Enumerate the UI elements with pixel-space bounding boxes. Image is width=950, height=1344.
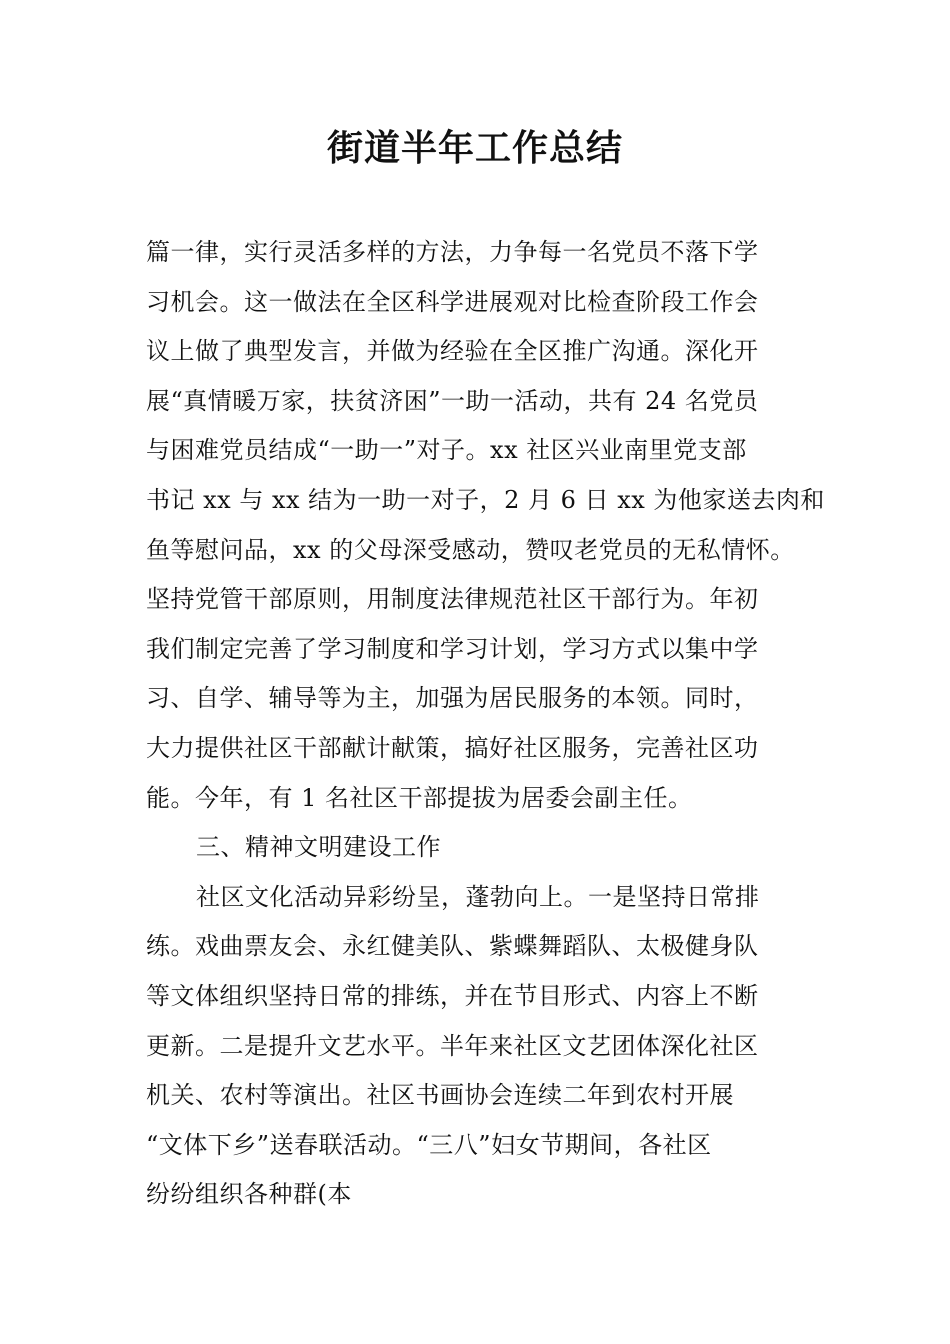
body-line: 我们制定完善了学习制度和学习计划，学习方式以集中学 bbox=[146, 634, 759, 663]
body-line: 社区文化活动异彩纷呈，蓬勃向上。一是坚持日常排 bbox=[196, 882, 760, 911]
body-line: 更新。二是提升文艺水平。半年来社区文艺团体深化社区 bbox=[146, 1031, 759, 1060]
body-line: 纷纷组织各种群(本 bbox=[146, 1180, 352, 1209]
document-body bbox=[146, 228, 825, 1220]
body-line: 与困难党员结成“一助一”对子。xx 社区兴业南里党支部 bbox=[146, 436, 747, 465]
body-line: 能。今年，有 1 名社区干部提拔为居委会副主任。 bbox=[146, 783, 693, 812]
body-line: 篇一律，实行灵活多样的方法，力争每一名党员不落下学 bbox=[146, 238, 759, 266]
body-line: 坚持党管干部原则，用制度法律规范社区干部行为。年初 bbox=[146, 585, 759, 614]
document-title: 街道半年工作总结 bbox=[326, 128, 623, 169]
body-line: 书记 xx 与 xx 结为一助一对子，2 月 6 日 xx 为他家送去肉和 bbox=[146, 485, 825, 514]
section-heading: 三、精神文明建设工作 bbox=[196, 833, 441, 862]
body-line: 机关、农村等演出。社区书画协会连续二年到农村开展 bbox=[146, 1081, 734, 1110]
body-line: 等文体组织坚持日常的排练，并在节目形式、内容上不断 bbox=[146, 981, 759, 1010]
body-line: 习、自学、辅导等为主，加强为居民服务的本领。同时， bbox=[146, 684, 759, 713]
body-line: 展“真情暖万家，扶贫济困”一助一活动，共有 24 名党员 bbox=[146, 386, 759, 415]
body-line: “文体下乡”送春联活动。“三八”妇女节期间，各社区 bbox=[146, 1130, 712, 1159]
body-line: 习机会。这一做法在全区科学进展观对比检查阶段工作会 bbox=[146, 287, 759, 316]
body-line: 鱼等慰问品，xx 的父母深受感动，赞叹老党员的无私情怀。 bbox=[146, 535, 795, 564]
body-line: 议上做了典型发言，并做为经验在全区推广沟通。深化开 bbox=[146, 337, 759, 366]
body-line: 大力提供社区干部献计献策，搞好社区服务，完善社区功 bbox=[146, 733, 759, 762]
body-line: 练。戏曲票友会、永红健美队、紫蝶舞蹈队、太极健身队 bbox=[146, 932, 759, 961]
